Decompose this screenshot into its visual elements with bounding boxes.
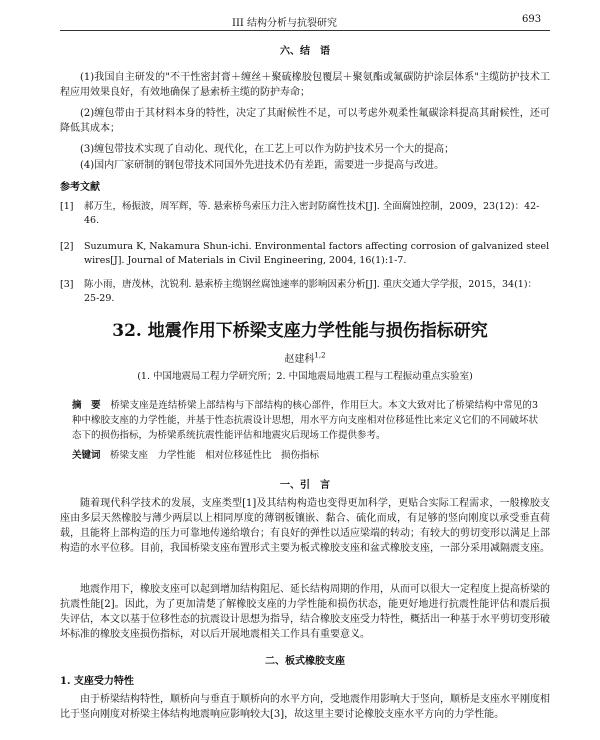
conclusion-item-2: (2)缠包带由于其材料本身的特性，决定了其耐候性不足，可以考虑外观柔性氟碳涂料提高其耐候性，还可降低其成本； — [60, 108, 550, 134]
conclusion-item-1: (1)我国自主研发的"不干性密封膏＋缠丝＋聚硫橡胶包覆层＋聚氨酯或氟碳防护涂层体系"主缆防护技术工程应用效果良好，有效地确保了悬索桥主缆的防护寿命； — [60, 72, 550, 98]
keywords-text: 桥梁支座 力学性能 相对位移延性比 损伤指标 — [110, 450, 320, 461]
conclusion-item-3: (3)缠包带技术实现了自动化、现代化，在工艺上可以作为防护技术另一个大的提高； — [80, 144, 455, 155]
abstract-text: 桥梁支座是连结桥梁上部结构与下部结构的核心部件，作用巨大。本文大致对比了桥梁结构中常见的3种中橡胶支座的力学性能，并基于性态抗震设计思想，用水平方向支座相对位移延性比来定义它们的不同破坏状态下的损伤指标，为桥梁系统抗震性能评估和地震灾后现场工作提供参考。 — [72, 400, 538, 441]
section2-subheading: 1. 支座受力特性 — [60, 676, 134, 687]
page-number: 693 — [522, 14, 542, 25]
abstract-label: 摘 要 — [72, 400, 101, 411]
abstract — [72, 398, 538, 443]
reference-text: 陈小雨，唐茂林，沈锐利. 悬索桥主缆钢丝腐蚀速率的影响因素分析[J]. 重庆交通大学学报，2015，34(1)：25-29. — [84, 279, 538, 304]
author-line — [60, 350, 550, 365]
article-title: 32. 地震作用下桥梁支座力学性能与损伤指标研究 — [112, 321, 488, 341]
affiliation: (1. 中国地震局工程力学研究所；2. 中国地震局地震工程与工程振动重点实验室) — [137, 371, 473, 382]
running-header-section: III 结构分析与抗裂研究 — [232, 18, 338, 29]
author-affiliation-mark: 1,2 — [314, 351, 326, 360]
reference-number: [3] — [60, 279, 74, 290]
reference-number: [2] — [60, 241, 74, 252]
reference-number: [1] — [60, 201, 74, 212]
reference-item — [60, 240, 550, 268]
conclusion-item-4: (4)国内厂家研制的钢包带技术同国外先进技术仍有差距，需要进一步提高与改进。 — [80, 160, 445, 171]
reference-text: Suzumura K, Nakamura Shun-ichi. Environmental factors affecting corrosion of galvanized steel wires[J]. Journal of Materials in Civil Engineering, 2004, 16(1):1-7. — [84, 241, 550, 266]
section2-paragraph: 由于桥梁结构特性，顺桥向与垂直于顺桥向的水平方向，受地震作用影响大于竖向，顺桥是支座水平刚度相比于竖向刚度对桥梁主体结构地震响应影响较大[3]，故这里主要讨论橡胶支座水平方向的力学性能。 — [60, 694, 550, 720]
reference-item — [60, 200, 550, 228]
author-name: 赵建科 — [284, 354, 315, 365]
intro-paragraph-1: 随着现代科学技术的发展，支座类型[1]及其结构构造也变得更加科学，更贴合实际工程需求，一般橡胶支座由多层天然橡胶与薄少两层以上相同厚度的薄钢板镶嵌、黏合、硫化而成，有足够的竖向刚度以承受垂直荷载，且能将上部构造的压力可靠地传递给墩台；有良好的弹性以适应梁端的转动；有较大的剪切变形以满足上部构造的水平位移。目前，我国桥梁支座布置形式主要为板式橡胶支座和盆式橡胶支座，一部分采用减隔震支座。 — [60, 498, 550, 554]
references-heading: 参考文献 — [60, 182, 100, 193]
section2-heading: 二、板式橡胶支座 — [265, 656, 345, 667]
intro-paragraph-2: 地震作用下，橡胶支座可以起到增加结构阻尼、延长结构周期的作用，从而可以很大一定程度上提高桥梁的抗震性能[2]。因此，为了更加清楚了解橡胶支座的力学性能和损伤状态，能更好地进行抗震性能评估和震后损失评估，本文以基于位移性态的抗震设计思想为指导，结合橡胶支座受力特性，概括出一种基于水平剪切变形破坏标准的橡胶支座损伤指标，对以后开展地震相关工作具有重要意义。 — [60, 584, 550, 640]
keywords-label: 关键词 — [72, 450, 101, 461]
conclusion-heading: 六、结 语 — [280, 46, 330, 57]
reference-item — [60, 278, 550, 306]
keywords — [72, 448, 538, 463]
header-rule — [60, 30, 550, 31]
reference-text: 郝万生，杨振波，周军辉，等. 悬索桥鸟索压力注入密封防腐性技术[J]. 全面腐蚀控制，2009，23(12)：42-46. — [84, 201, 540, 226]
intro-heading: 一、引 言 — [280, 480, 330, 491]
